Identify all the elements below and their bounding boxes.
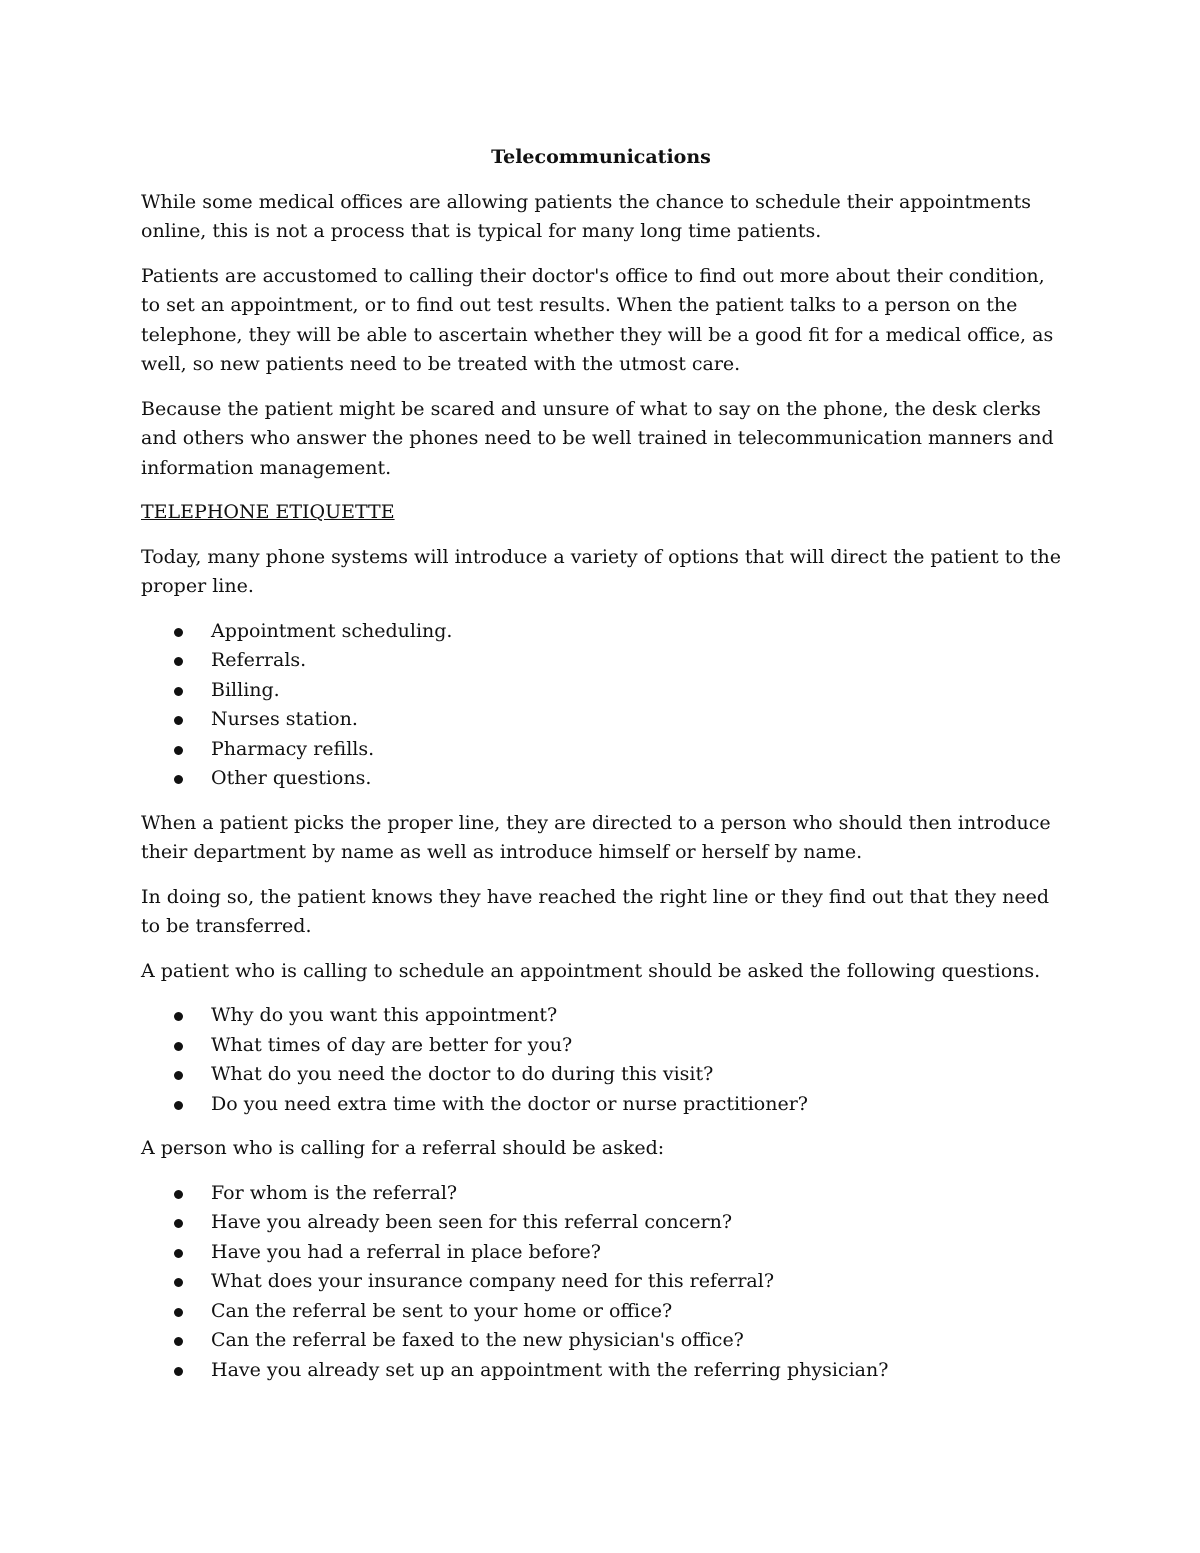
referral-intro: A person who is calling for a referral should be asked: (141, 1137, 665, 1159)
bullet-icon (174, 1042, 183, 1051)
line-paragraph-2: In doing so, the patient knows they have reached the right line or they find out that they need to be transferred. (141, 885, 1050, 937)
bullet-icon (174, 687, 183, 696)
bullet-icon (174, 628, 183, 637)
list-item: For whom is the referral? (141, 1179, 1061, 1209)
bullet-icon (174, 775, 183, 784)
bullet-icon (174, 746, 183, 755)
list-item: Why do you want this appointment? (141, 1001, 1061, 1031)
bullet-icon (174, 1249, 183, 1258)
bullet-icon (174, 1071, 183, 1080)
bullet-icon (174, 1308, 183, 1317)
list-item: Have you already set up an appointment with the referring physician? (141, 1356, 1061, 1386)
referral-questions-list (141, 1179, 1061, 1386)
appointment-intro: A patient who is calling to schedule an appointment should be asked the following questions. (141, 959, 1041, 982)
bullet-icon (174, 1337, 183, 1346)
intro-paragraph-1: While some medical offices are allowing patients the chance to schedule their appointments online, this is not a process that is typical for many long time patients. (141, 190, 1031, 242)
bullet-icon (174, 716, 183, 725)
list-item: Can the referral be sent to your home or office? (141, 1297, 1061, 1327)
list-item: Have you already been seen for this referral concern? (141, 1208, 1061, 1238)
list-item: What times of day are better for you? (141, 1031, 1061, 1061)
list-item: Can the referral be faxed to the new physician's office? (141, 1326, 1061, 1356)
bullet-icon (174, 657, 183, 666)
list-item: Referrals. (141, 646, 1061, 676)
list-item: Billing. (141, 676, 1061, 706)
bullet-icon (174, 1367, 183, 1376)
intro-paragraph-2: Patients are accustomed to calling their doctor's office to find out more about their condition, to set an appointment, or to find out test results. When the patient talks to a person on the telephone, they will be able to ascertain whether they will be a good fit for a medical office, as well, so new patients need to be treated with the utmost care. (141, 264, 1054, 375)
section-heading: TELEPHONE ETIQUETTE (141, 501, 395, 523)
document-page (141, 143, 1061, 1400)
list-item: Nurses station. (141, 705, 1061, 735)
intro-paragraph-3: Because the patient might be scared and unsure of what to say on the phone, the desk clerks and others who answer the phones need to be well trained in telecommunication manners and information management. (141, 397, 1054, 479)
list-item: Do you need extra time with the doctor or nurse practitioner? (141, 1090, 1061, 1120)
line-paragraph-1: When a patient picks the proper line, they are directed to a person who should then introduce their department by name as well as introduce himself or herself by name. (141, 811, 1051, 863)
list-item: Pharmacy refills. (141, 735, 1061, 765)
list-item: Other questions. (141, 764, 1061, 794)
list-item: Appointment scheduling. (141, 617, 1061, 647)
bullet-icon (174, 1190, 183, 1199)
list-item: Have you had a referral in place before? (141, 1238, 1061, 1268)
list-item: What do you need the doctor to do during this visit? (141, 1060, 1061, 1090)
list-item: What does your insurance company need for this referral? (141, 1267, 1061, 1297)
options-list (141, 617, 1061, 794)
document-title: Telecommunications (491, 146, 711, 168)
bullet-icon (174, 1101, 183, 1110)
options-intro: Today, many phone systems will introduce a variety of options that will direct the patient to the proper line. (141, 545, 1061, 597)
appointment-questions-list (141, 1001, 1061, 1119)
bullet-icon (174, 1012, 183, 1021)
bullet-icon (174, 1278, 183, 1287)
bullet-icon (174, 1219, 183, 1228)
